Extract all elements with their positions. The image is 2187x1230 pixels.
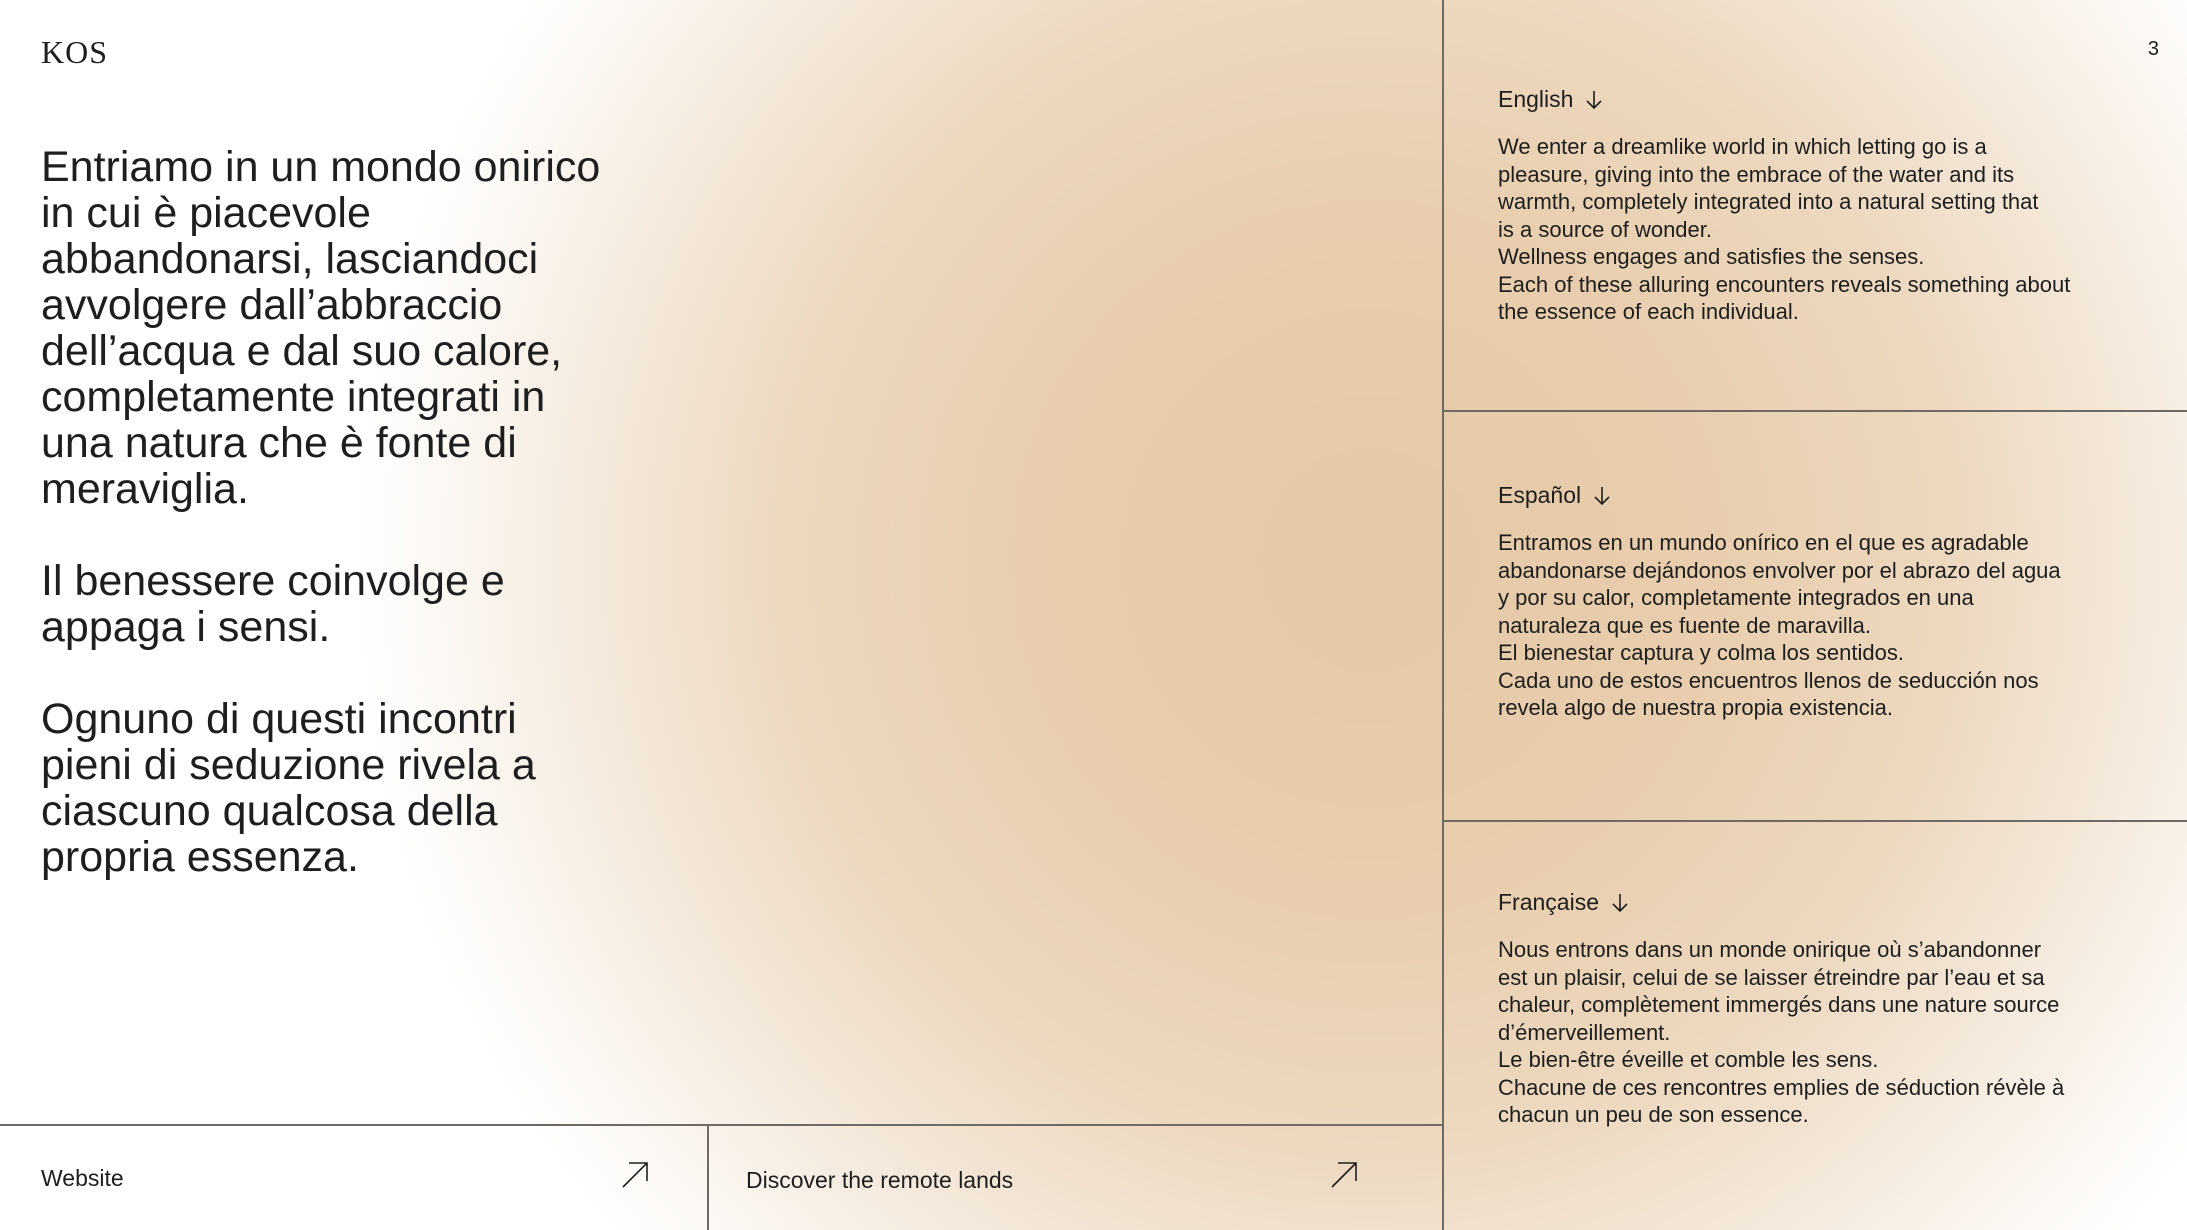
language-title: Español: [1498, 482, 1582, 508]
text-line: El bienestar captura y colma los sentidos.: [1498, 640, 1904, 665]
language-body: [1498, 529, 2098, 722]
text-line: est un plaisir, celui de se laisser étreindre par l’eau et sa: [1498, 964, 2045, 990]
language-body: [1498, 936, 2098, 1129]
text-line: d’émerveillement.: [1498, 1019, 1671, 1045]
text-line: Entramos en un mundo onírico en el que es agradable: [1498, 530, 2029, 555]
intro-paragraph: Entriamo in un mondo onirico in cui è piacevole abbandonarsi, lasciandoci avvolgere dall’abbraccio dell’acqua e dal suo calore, completamente integrati in una natura che è fonte di meraviglia.: [41, 143, 601, 513]
text-line: y por su calor, completamente integrados en una: [1498, 585, 1974, 610]
text-line: Nous entrons dans un monde onirique où s’abandonner: [1498, 937, 2042, 962]
text-line: chaleur, complètement immergés dans une nature source: [1498, 992, 2060, 1017]
page-number: 3: [2147, 38, 2159, 60]
text-line: Cada uno de estos encuentros llenos de seducción nos: [1498, 667, 2039, 693]
website-link-label: Website: [41, 1164, 124, 1191]
brand-logo[interactable]: KOS: [41, 34, 109, 70]
section-divider: [1443, 820, 2187, 822]
arrow-down-icon: [1593, 486, 1611, 506]
intro-paragraph: Ognuno di questi incontri pieni di seduzione rivela a ciascuno qualcosa della propria essenza.: [41, 695, 536, 881]
language-section-english: [1498, 86, 2098, 326]
column-divider: [1442, 0, 1444, 1230]
language-title: English: [1498, 86, 1574, 112]
website-link[interactable]: [0, 1126, 707, 1230]
text-line: warmth, completely integrated into a natural setting that: [1498, 189, 2039, 214]
text-line: chacun un peu de son essence.: [1498, 1102, 1809, 1127]
arrow-up-right-icon: [1329, 1160, 1359, 1190]
language-toggle-english[interactable]: [1498, 86, 2098, 113]
arrow-down-icon: [1611, 893, 1629, 913]
language-body: [1498, 133, 2098, 326]
text-line: abandonarse dejándonos envolver por el abrazo del agua: [1498, 557, 2061, 583]
text-line: the essence of each individual.: [1498, 299, 1799, 324]
language-section-spanish: [1498, 482, 2098, 722]
text-line: Wellness engages and satisfies the senses.: [1498, 244, 1925, 269]
language-toggle-french[interactable]: [1498, 889, 2098, 916]
text-line: Le bien-être éveille et comble les sens.: [1498, 1047, 1879, 1072]
text-line: Chacune de ces rencontres emplies de séduction révèle à: [1498, 1074, 2065, 1100]
text-line: naturaleza que es fuente de maravilla.: [1498, 612, 1872, 638]
text-line: pleasure, giving into the embrace of the water and its: [1498, 161, 2015, 187]
text-line: Each of these alluring encounters reveals something about: [1498, 271, 2071, 297]
arrow-down-icon: [1585, 90, 1603, 110]
arrow-up-right-icon: [620, 1160, 650, 1190]
section-divider: [1443, 410, 2187, 412]
language-toggle-spanish[interactable]: [1498, 482, 2098, 509]
text-line: We enter a dreamlike world in which letting go is a: [1498, 134, 1987, 159]
language-title: Française: [1498, 889, 1599, 915]
text-line: is a source of wonder.: [1498, 216, 1713, 242]
intro-paragraph: Il benessere coinvolge e appaga i sensi.: [41, 557, 505, 651]
discover-link-label: Discover the remote lands: [746, 1166, 1014, 1193]
text-line: revela algo de nuestra propia existencia.: [1498, 695, 1894, 720]
discover-remote-lands-link[interactable]: [709, 1126, 1442, 1230]
intro-text: [41, 144, 601, 926]
language-section-french: [1498, 889, 2098, 1129]
